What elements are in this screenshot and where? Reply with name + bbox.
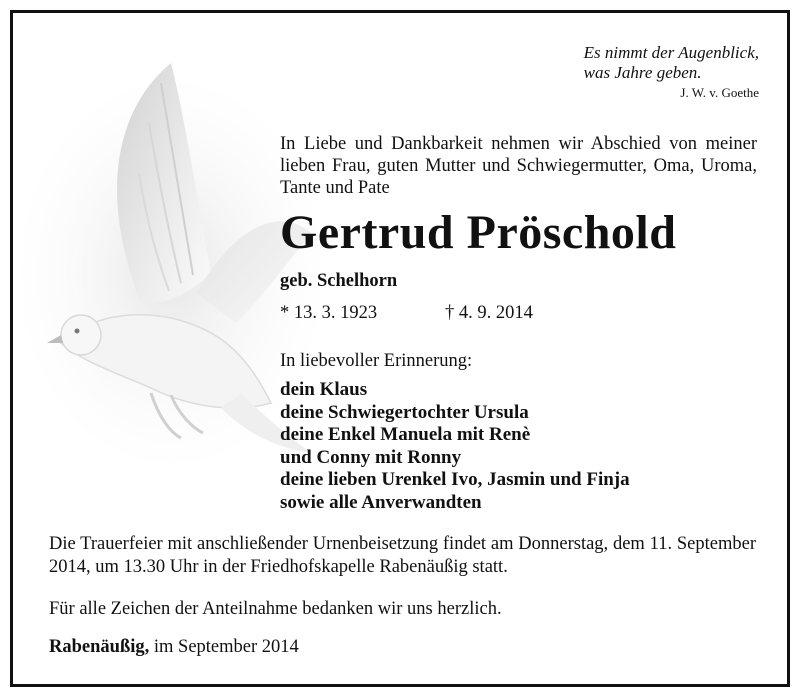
- deceased-name: Gertrud Pröschold: [280, 206, 677, 259]
- mourner-item: deine Schwiegertochter Ursula: [280, 401, 529, 423]
- dove-illustration: [21, 43, 321, 463]
- mourner-item: sowie alle Anverwandten: [280, 491, 482, 513]
- quote-author: J. W. v. Goethe: [680, 85, 759, 100]
- mourner-item: deine lieben Urenkel Ivo, Jasmin und Finja: [280, 469, 630, 490]
- thanks-text: Für alle Zeichen der Anteilnahme bedanken wir uns herzlich.: [49, 599, 502, 619]
- obituary-frame: [10, 10, 790, 687]
- quote-line-2: was Jahre geben.: [583, 63, 702, 82]
- place-date: [49, 637, 299, 658]
- goethe-quote: [584, 43, 759, 83]
- ceremony-text: Die Trauerfeier mit anschließender Urnenbeisetzung findet am Donnerstag, dem 11. September 2014, um 13.30 Uhr in der Friedhofskapelle Rabenäußig statt.: [49, 534, 756, 577]
- mourners-list: [280, 379, 630, 514]
- quote-line-1: Es nimmt der Augenblick,: [583, 43, 759, 62]
- signoff-date: im September 2014: [149, 637, 299, 657]
- mourner-item: und Conny mit Ronny: [280, 446, 462, 468]
- remembrance-heading: In liebevoller Erinnerung:: [280, 351, 473, 371]
- mourner-item: dein Klaus: [280, 379, 368, 400]
- death-date: † 4. 9. 2014: [445, 303, 533, 323]
- birth-date: * 13. 3. 1923: [280, 303, 378, 323]
- mourner-item: deine Enkel Manuela mit Renè: [280, 424, 531, 445]
- intro-text: In Liebe und Dankbarkeit nehmen wir Abschied von meiner lieben Frau, guten Mutter und Schwiegermutter, Oma, Uroma, Tante und Pate: [280, 134, 757, 198]
- place-name: Rabenäußig,: [49, 637, 150, 657]
- birth-name: geb. Schelhorn: [280, 271, 398, 291]
